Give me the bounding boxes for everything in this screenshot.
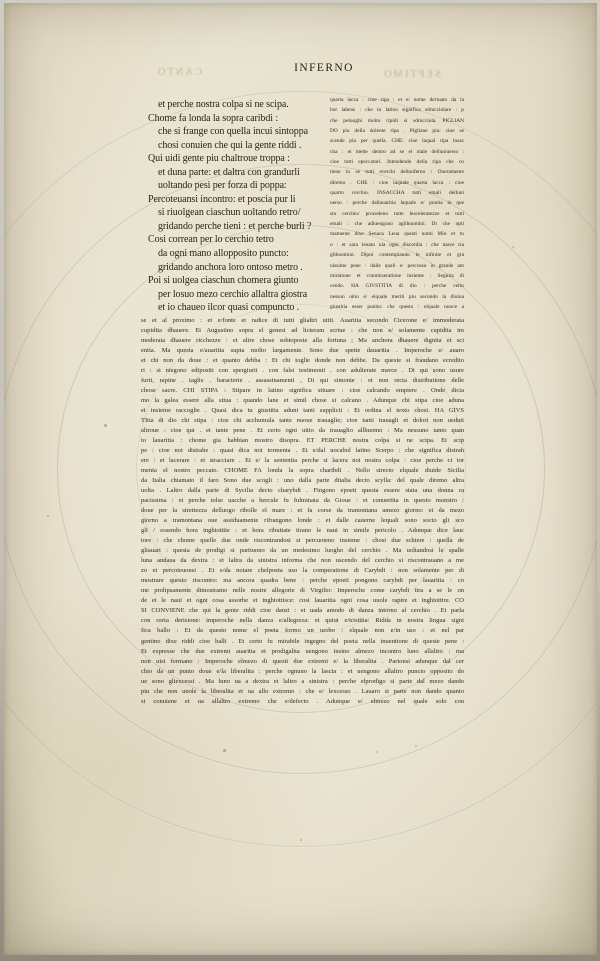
verse-line: si riuolgean ciaschun uoltando retro/ [158,207,301,219]
commentary-line: non uisi fermano : Imperoche elmezo di questi due extremi e/ la liberalita . Partonsi adunque dal cer [141,657,464,665]
commentary-line: quarta lacca : cioe ripa : et e/ nome deriuato da la [330,97,464,103]
page-title: INFERNO [294,62,354,74]
commentary-line: piu che non unole la liberalita et ua allo extremo : che e/ lexcesso . Lauaro si parte non dando quanto [141,687,464,695]
body-commentary-block [141,316,464,707]
commentary-line: giustitia esser punito: che questo : elquale nuoce a [330,303,464,310]
commentary-line: Et expresse che due extremi auaritia et prodigalita uengono insino almezo incontro luno allaltro : ma [141,647,464,655]
commentary-line: ue sono gliexcessi . Ma luno ua a dextra et laltro a sinistra : perche elprodigo si parte dal mezo dando [141,677,464,685]
verse-line: da ogni mano allopposito puncto: [158,248,289,260]
commentary-line: scende piu per quella. CHE: cioe laqual ripa insac [330,138,464,145]
commentary-line: glihuomini. Dipoi contemplando le infinite et gra [330,252,464,259]
commentary-line: DO piu della dolente ripa . Pigliane piu: cioe se [330,128,464,135]
fox-spot [415,745,417,747]
commentary-line: zo et percoteuonsi . Et e/da notare chelpoeta uso la comperatione di Carybdi : non solamente per di [141,567,464,575]
commentary-line: uerso : perche dallauaritia laquale e/ punita in que [330,200,464,207]
commentary-line: giorno a tramontana oue assiduamente rifrangono londe : et dalle cauerne lequali sono socto gli sco [141,517,464,525]
commentary-line: et insieme raccoglie . Quasi dica tu giustitia aduni tanti supplicii : Et ordina el texto chosi. HA GIVS [141,407,464,415]
commentary-line: et chi non da doue : et quanto debba : Et chi toglie donde non debbe. Da queste si fraudano ecredito [141,357,464,365]
commentary-line: cendo. HA GIVSTITIA di dio : perche certo [330,283,464,290]
commentary-line: se et al proximo : et e/fonte et radice di tutti glialtri uitii. Auaritia secondo Cicerone e/ immoderata [141,317,464,324]
commentary-line: furti, rapine . taglie . baracterie . assassinamenti , Di qui simonie : et non recta distributione delle [141,377,464,385]
commentary-line: uolta . Laltro dalla parte di Sycilia decto charybdi . Fingono epoeti questa essere stata una donna ra [141,487,464,495]
verse-line: per losuo mezo cerchio allaltra giostra [158,288,308,300]
verse-line: Cosi correan per lo cerchio tetro [148,234,274,246]
commentary-line: ere : et lacerare : et stracciare . Et e/ la sententia perche si lacera noi nostra colpa : cioe perche ci tor [141,457,464,465]
commentary-line: mamente dixe Senaca Leua questi nomi Mio et tu [330,231,464,238]
commentary-line: entia. Ma questa e/auaritia supta molto largamente. Sono due spetie dauaritia . Imperoche e/ auaro [141,347,464,355]
commentary-line: nessun uitio e/ elquale meriti piu secondo la diuina [330,293,464,300]
commentary-line: SI CONVIENE che qui la gente riddi cioe danzi : et uada amodo di danza intorno al cerchio . Et parla [141,607,464,615]
commentary-line: gliauari : questa de prodigi si partiuono da un medesimo luogho del cerchio . Ma uoltandosi le spalle [141,547,464,555]
commentary-line: sto cerchio/ procedeno tutte lesceleratezze et tutti [330,210,464,217]
commentary-line: to lauaritia : chome gia habbian mostro disopra. ET PERCHE nostra colpa si ne scipa. Et scip [141,437,464,445]
verse-block [148,98,338,315]
commentary-line: pacissima : et perche tolse uacche a hercule fu fulminata da Gioue : et conuertita in questo monstro : [141,497,464,505]
commentary-line: altroue : cioe qui . et tante pene . Et certo ogni uitio da trauaglio allhuomo : Ma nessuno tanto quan [141,427,464,435]
commentary-line: diremo . CHE : cioe laquale quarta lacca : cioe [330,179,464,186]
fox-spot [47,515,49,517]
verse-line: che si frange con quella incui sintoppa [158,126,308,138]
verse-line: Percoteuansi incontro: et poscia pur li [148,193,296,205]
commentary-line: emali : che adiuengono aglihuomini. Di che opti [330,221,464,228]
fox-spot [223,749,226,752]
verse-line: et io chaueo ilcor quasi compuncto . [158,302,300,314]
book-page [4,3,597,955]
commentary-line: si conuiene et ua allaltro extremo che e/defecto . Adunque e/ elmezo nel quale solo con [141,697,464,705]
fox-spot [300,839,302,841]
commentary-line: moderata dhauere ricchezze : et altre chose sobtoposte alla fortuna ; Ma anchora dhauere dignita et sci [141,337,464,345]
verse-line: chosi conuien che qui la gente riddi . [158,139,302,151]
commentary-line: cha : et mette dentro ad se el male delluniuerso : [330,148,464,155]
commentary-line: chose sacre. CHI STIPA : Stipare in latino significa stiuare : cioe calcando empiere . Onde dicia [141,387,464,395]
commentary-line: pe : cioe noi distrahe : quasi dica noi tormenta . Et e/dal uocabol latino Scerpo : che significa distrah [141,447,464,455]
showthrough-text-septimo: SEPTIMO [382,69,441,80]
commentary-line: uissime pene : dalle quali e/ percosso in grande am [330,262,464,269]
verse-line: et perche nostra colpa si ne scipa. [158,99,289,110]
commentary-line: doue per la strettezza delluogo ribolle el mare : et fa corse da tramontana amezo giorno: et da mezo [141,507,464,515]
commentary-line: gli / essendo hora inghiottite : et hora ributtate tirano le naui in simile pericolo . Adunque dice lauc [141,527,464,535]
commentary-line: tore : che chome quelle due onde riscontrandosi si percuoteno insieme : chosi due schiere : quella de [141,537,464,545]
verse-line: Qui uidi gente piu chaltroue troppa : [148,153,290,165]
commentary-line: tiene in se tutti ecerchi dellonferno / Oueramente [330,169,464,176]
verse-line: Chome fa londa la sopra caribdi : [148,112,278,124]
verse-line: et duna parte: et daltra con grandurli [158,166,300,178]
commentary-line: bor labens : che in latino significa sdrucciolare : p [330,107,464,114]
commentary-line: me prolipsamente dimostramo nelle nostre allegorie di Virgilio: Imperoche come carybdi tira a se le on [141,587,464,595]
commentary-line: con certa derisione: imperoche nella danza e/allegreza: et quiui e/tristitia: Ridda in nostra lingua signi [141,617,464,625]
verse-line: uoltando pesi per forza di poppa: [158,180,287,192]
verse-line: gridando perche tieni : et perche burli ? [158,220,312,232]
side-commentary-block [330,95,464,312]
fox-spot [512,246,514,248]
commentary-line: ri : si niegono edipositi con spergiurii . con falsi testimonii . con adulterate merce . Di qui sono usure [141,367,464,375]
commentary-line: de et le naui et ogni cosa assorbe et inghiottisce: cosi lauaritia ogni cosa uuole rapire et inghiottire. CO [141,597,464,605]
commentary-line: gentino dixe riddi cioe balli . Et certo fu mirabile ingegno del poeta nella inuentione di queste pene : [141,637,464,645]
commentary-line: chio da un punto doue e/la liberalita : perche ognuno la lascia : et uengono allaltro puncto opposito do [141,667,464,675]
verse-line: gridando anchora loro ontoso metro . [158,261,303,273]
commentary-line: luna andaua da dextra : et laltra da sinistra informa che non uscendo del cerchio si riscontrauano a me [141,557,464,565]
commentary-line: mostrare questo riscontro: ma ancora quadra bene : perche epoeti pongono carybdi per lauaritia : co [141,577,464,585]
commentary-line: mo la galea essere alla stiua : quando lane et simil chose si calcano . Adunque chi stipa cioe aduna [141,397,464,405]
commentary-line: che peluoghi molto ripidi si sdrucciola. PIGLIAN [330,117,464,124]
commentary-line: miratione et commiseratione insieme : Seguita di [330,272,464,279]
commentary-line: cioe tutti epeccatori. Intendendo della ripa che co [330,159,464,166]
commentary-line: fica ballo : Et da questo nome el poeta formo un uerbo : elquale non e/in uso : et nel par [141,627,464,635]
commentary-line: menta el nostro peccato. CHOME FA londa la sopra charibdi . Nello strecto elquale diuide Sicilia [141,467,464,475]
commentary-line: TItia di dio chi stipa : cioe chi acchumula tante nuoue trauaglie; cioe tanti trauagli et dolori non ueduti [141,417,464,425]
fox-spot [376,751,378,753]
commentary-line: cupidita dhauere. Et Augustino sopra el genesi ad licteram scriue : che non e/ solamente cupidita im [141,327,464,335]
commentary-line: quarto cerchio. INSACCHA tutti emali delluni [330,190,464,197]
showthrough-text-canto: CANTO [156,67,202,78]
verse-line: Poi si uolgea ciaschun chomera giunto [148,275,299,287]
fox-spot [104,424,107,427]
commentary-line: o : et sara leuato uia ogni discordia : che nasce tra [330,241,464,248]
commentary-line: da Italia chiamato il faro Sono due scogli : uno dalla parte ditalia decto scylla: del quale diremo altra [141,477,464,485]
